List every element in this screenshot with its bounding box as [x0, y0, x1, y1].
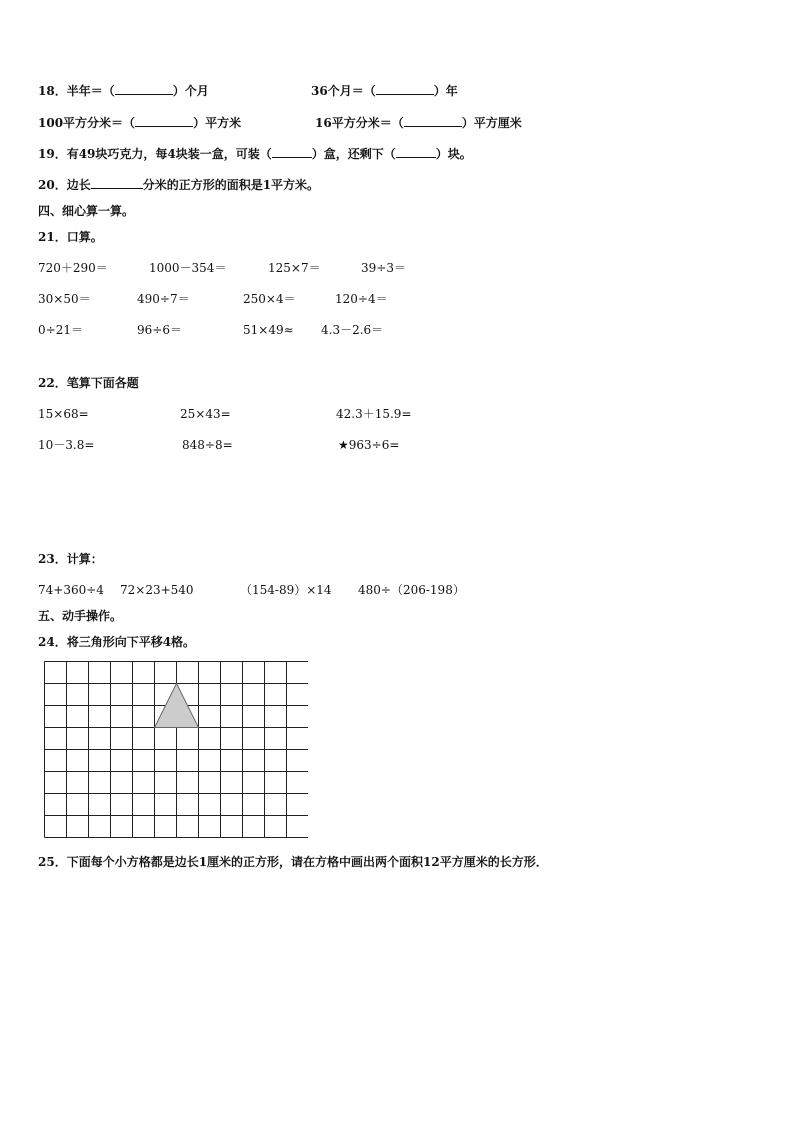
square-grid[interactable] [44, 661, 308, 845]
oral-calc-item: 125×7＝ [268, 261, 321, 275]
answer-blank[interactable] [91, 177, 143, 189]
oral-calc-item: 0÷21＝ [38, 323, 83, 337]
written-calc-item: 42.3＋15.9= [336, 407, 412, 421]
q25-text: 25．下面每个小方格都是边长1厘米的正方形，请在方格中画出两个面积12平方厘米的长方形． [38, 855, 548, 869]
q18-c-label: 100平方分米＝（ [38, 116, 136, 130]
q19-part2: ）盒，还剩下（ [311, 147, 396, 161]
oral-calc-item: 1000－354＝ [149, 261, 227, 275]
answer-blank[interactable] [396, 146, 436, 158]
oral-calc-item: 96÷6＝ [137, 323, 182, 337]
written-calc-item: 25×43= [180, 407, 231, 421]
q18-d-label: 16平方分米＝（ [315, 116, 404, 130]
q18-item-c [38, 115, 241, 131]
oral-calc-item: 4.3－2.6＝ [321, 323, 384, 337]
q18-item-b [311, 83, 458, 99]
q18-b-label: 36个月＝（ [311, 84, 376, 98]
written-calc-item: 15×68= [38, 407, 89, 421]
q24-title: 24．将三角形向下平移4格。 [38, 635, 196, 649]
answer-blank[interactable] [376, 83, 434, 95]
q18-a-label: 18．半年＝（ [38, 84, 115, 98]
q21-title: 21．口算。 [38, 230, 103, 244]
oral-calc-item: 120÷4＝ [335, 292, 388, 306]
answer-blank[interactable] [135, 115, 193, 127]
oral-calc-item: 39÷3＝ [361, 261, 406, 275]
oral-calc-item: 51×49≈ [243, 323, 294, 337]
section-4-heading: 四、细心算一算。 [38, 204, 135, 218]
calc-item: （154-89）×14 [240, 583, 332, 597]
q18-a-close: ）个月 [172, 84, 209, 98]
q19 [38, 146, 472, 162]
oral-calc-item: 30×50＝ [38, 292, 91, 306]
answer-blank[interactable] [404, 115, 462, 127]
q20 [38, 177, 319, 193]
q20-part2: 分米的正方形的面积是1平方米。 [142, 178, 320, 192]
calc-item: 74+360÷4 [38, 583, 104, 597]
answer-blank[interactable] [115, 83, 173, 95]
q18-item-a [38, 83, 209, 99]
q19-part1: 19．有49块巧克力，每4块装一盒，可装（ [38, 147, 272, 161]
calc-item: 72×23+540 [120, 583, 194, 597]
q22-title: 22．笔算下面各题 [38, 376, 139, 390]
oral-calc-item: 490÷7＝ [137, 292, 190, 306]
q18-d-close: ）平方厘米 [461, 116, 522, 130]
answer-blank[interactable] [272, 146, 312, 158]
oral-calc-item: 720＋290＝ [38, 261, 108, 275]
written-calc-item: 848÷8= [182, 438, 233, 452]
oral-calc-item: 250×4＝ [243, 292, 296, 306]
q18-item-d [315, 115, 522, 131]
q23-title: 23．计算： [38, 552, 103, 566]
section-5-heading: 五、动手操作。 [38, 609, 123, 623]
written-calc-item: 10－3.8= [38, 438, 95, 452]
q20-part1: 20．边长 [38, 178, 91, 192]
q19-part3: ）块。 [435, 147, 472, 161]
written-calc-item: ★963÷6= [338, 438, 400, 452]
q18-c-close: ）平方米 [193, 116, 242, 130]
calc-item: 480÷（206-198） [358, 583, 465, 597]
q18-b-close: ）年 [433, 84, 458, 98]
